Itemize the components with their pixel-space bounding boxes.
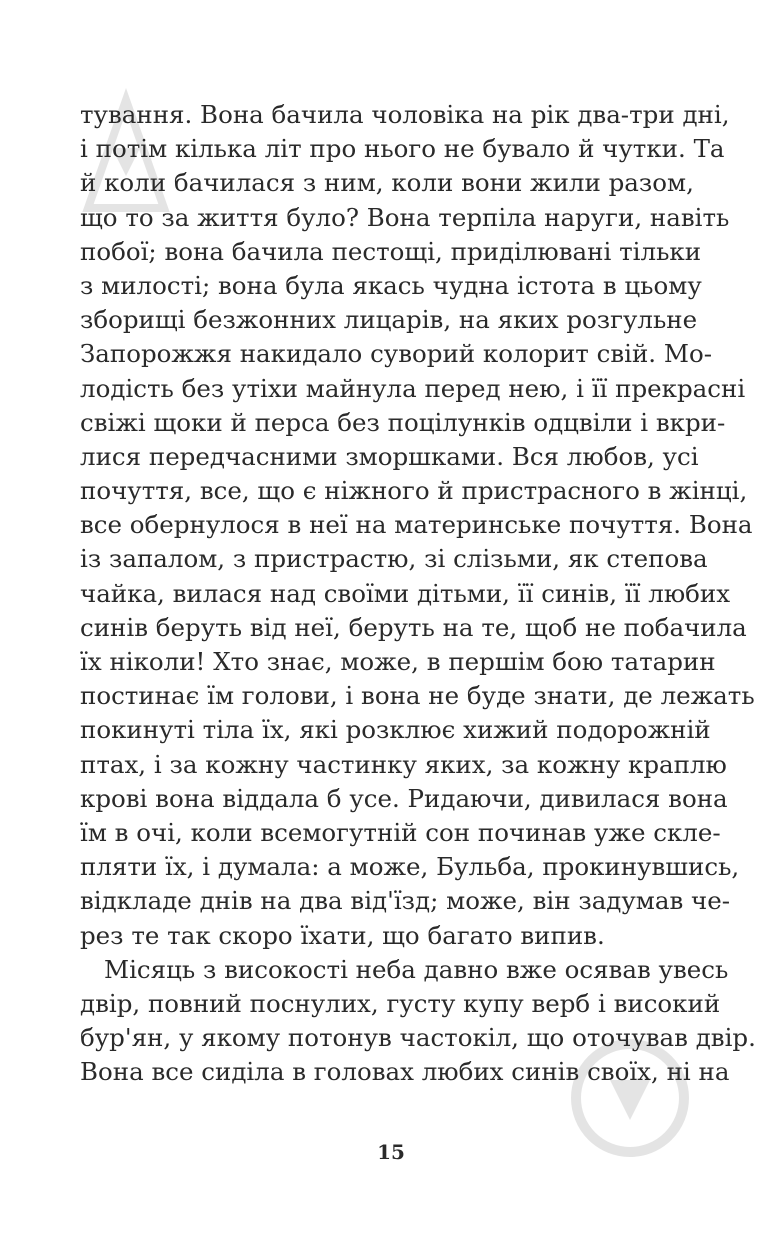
text-line: зборищі безжонних лицарів, на яких розгульне [80, 305, 698, 335]
text-line: з милості; вона була якась чудна істота в цьому [80, 270, 702, 300]
text-line: й коли бачилася з ним, коли вони жили разом, [80, 168, 694, 198]
text-line: почуття, все, що є ніжного й пристрасного в жінці, [80, 476, 748, 506]
body-text [80, 98, 756, 1089]
text-line: побої; вона бачила пестощі, приділювані тільки [80, 236, 702, 266]
text-line: що то за життя було? Вона терпіла наруги, навіть [80, 202, 730, 232]
text-line: Вона все сиділа в головах любих синів своїх, ні на [80, 1057, 730, 1087]
text-line: їх ніколи! Хто знає, може, в першім бою татарин [80, 647, 716, 676]
page-number: 15 [377, 1140, 405, 1164]
text-line: рез те так скоро їхати, що багато випив. [80, 920, 605, 950]
text-line: постинає їм голови, і вона не буде знати, де лежать [80, 681, 755, 711]
text-line: їм в очі, коли всемогутній сон починав уже скле- [80, 817, 721, 847]
text-line: лодість без утіхи майнула перед нею, і її прекрасні [80, 373, 746, 403]
paragraph-first-line: Місяць з високості неба давно вже осявав увесь [104, 954, 729, 984]
text-line: все обернулося в неї на материнське почуття. Вона [80, 510, 753, 540]
text-line: відкладе днів на два від'їзд; може, він задумав че- [80, 886, 731, 916]
text-line: бур'ян, у якому потонув частокіл, що оточував двір. [80, 1023, 756, 1053]
text-line: крові вона віддала б усе. Ридаючи, дивилася вона [80, 783, 728, 813]
text-line: птах, і за кожну частинку яких, за кожну краплю [80, 749, 727, 779]
text-line: лися передчасними зморшками. Вся любов, усі [80, 441, 699, 471]
text-line: синів беруть від неї, беруть на те, щоб не побачила [80, 612, 747, 642]
text-line: покинуті тіла їх, які розклює хижий подорожній [80, 715, 711, 745]
text-line: із запалом, з пристрастю, зі слізьми, як степова [80, 544, 708, 574]
text-line: Запорожжя накидало суворий колорит свій. Мо- [80, 339, 712, 369]
text-line: пляти їх, і думала: а може, Бульба, прокинувшись, [80, 852, 740, 882]
text-line: двір, повний поснулих, густу купу верб і високий [80, 988, 721, 1018]
text-line: чайка, вилася над своїми дітьми, її синів, її любих [80, 578, 731, 608]
text-line: і потім кілька літ про нього не бувало й чутки. Та [80, 134, 725, 164]
text-line: тування. Вона бачила чоловіка на рік два-три дні, [80, 100, 730, 129]
text-line: свіжі щоки й перса без поцілунків одцвіли і вкри- [80, 407, 726, 437]
